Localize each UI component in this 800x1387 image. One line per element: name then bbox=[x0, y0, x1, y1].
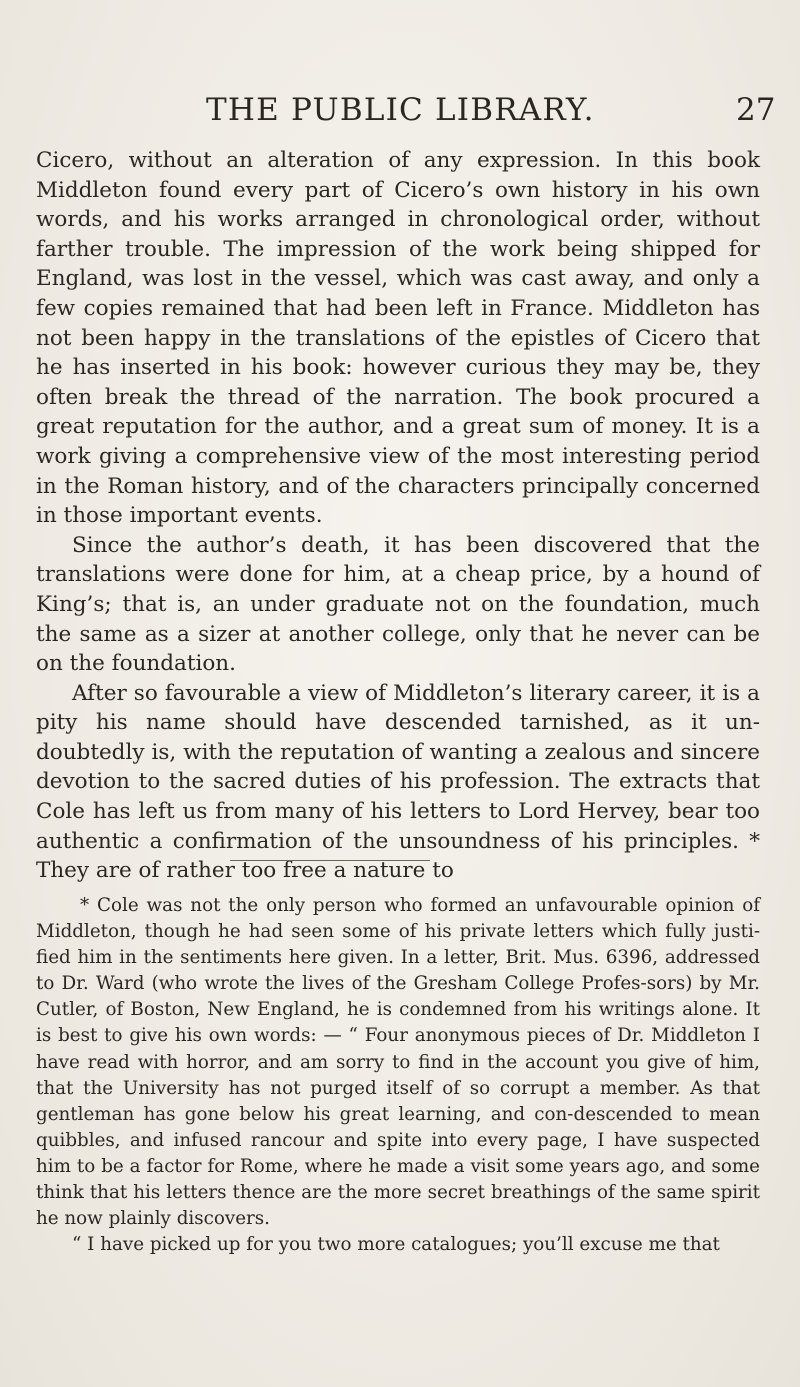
body-paragraph: Since the author’s death, it has been discovered that the translations were done for him, at a cheap price, by a hound of King’s; that is, an under graduate not on the foundation, much the same as a sizer at another college, only that he never can be on the foundation. bbox=[36, 532, 760, 677]
footnote-paragraph: “ I have picked up for you two more catalogues; you’ll excuse me that bbox=[72, 1234, 720, 1256]
running-title: THE PUBLIC LIBRARY. bbox=[206, 92, 595, 128]
body-paragraph: Cicero, without an alteration of any expression. In this book Middleton found every part of Cicero’s own history in his own words, and his works arranged in chronological order, without farther trouble. The impression of the work being shipped for England, was lost in the vessel, which was cast away, and only a few copies remained that had been left in France. Middleton has not been happy in the translations of the epistles of Cicero that he has inserted in his book: however curious they may be, they often break the thread of the narration. The book procured a great reputation for the author, and a great sum of money. It is a work giving a comprehensive view of the most interesting period in the Roman history, and of the characters principally concerned in those important events. bbox=[36, 148, 760, 529]
body-text bbox=[36, 146, 760, 886]
body-paragraph: After so favourable a view of Middleton’s literary career, it is a pity his name should have descended tarnished, as it un-doubtedly is, with the reputation of wanting a zealous and sincere devotion to the sacred duties of his profession. The extracts that Cole has left us from many of his letters to Lord Hervey, bear too authentic a confirmation of the unsoundness of his principles. * They are of rather too free a nature to bbox=[36, 680, 760, 884]
page-number: 27 bbox=[736, 92, 776, 128]
footnote-rule bbox=[230, 860, 430, 861]
footnote-paragraph: * Cole was not the only person who formed an unfavourable opinion of Middleton, though he had seen some of his private letters which fully justi-fied him in the sentiments here given. In a letter, Brit. Mus. 6396, addressed to Dr. Ward (who wrote the lives of the Gresham College Profes-sors) by Mr. Cutler, of Boston, New England, he is condemned from his writings alone. It is best to give his own words: — “ Four anonymous pieces of Dr. Middleton I have read with horror, and am sorry to find in the account you give of him, that the University has not purged itself of so corrupt a member. As that gentleman has gone below his great learning, and con-descended to mean quibbles, and infused rancour and spite into every page, I have suspected him to be a factor for Rome, where he made a visit some years ago, and some think that his letters thence are the more secret breathings of the same spirit he now plainly discovers. bbox=[36, 895, 760, 1230]
footnotes bbox=[36, 893, 760, 1258]
running-head bbox=[0, 92, 800, 132]
